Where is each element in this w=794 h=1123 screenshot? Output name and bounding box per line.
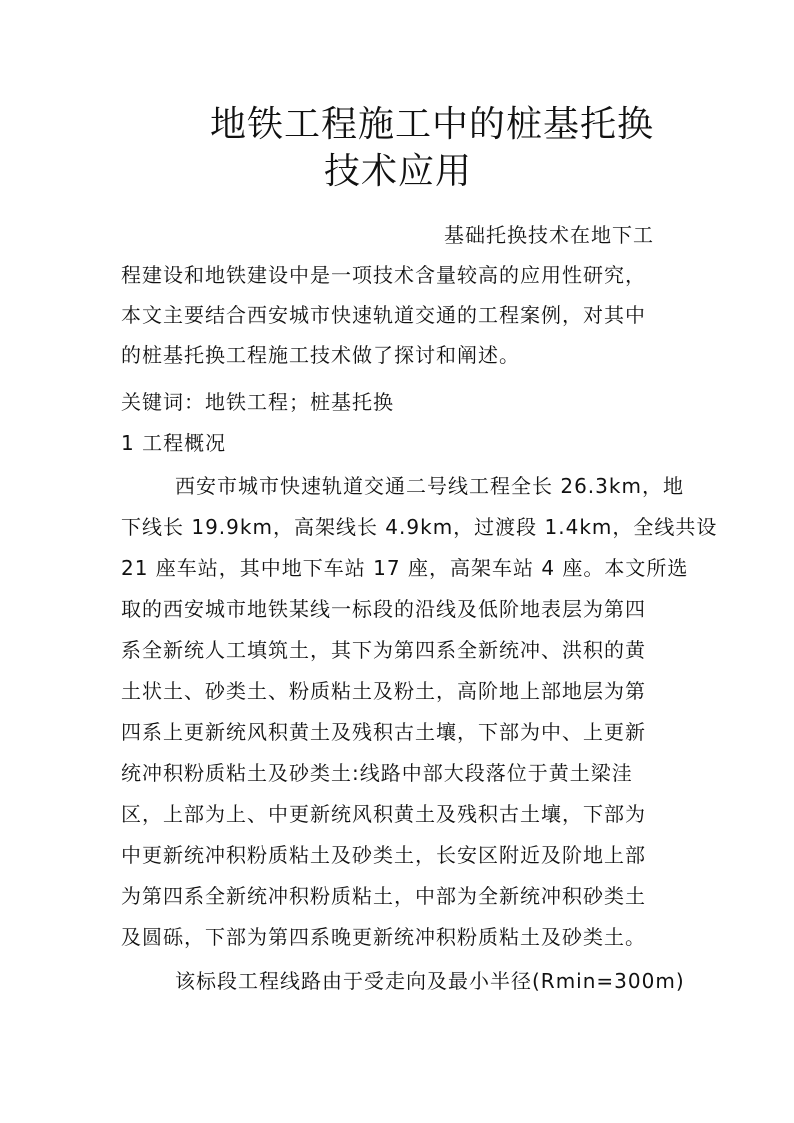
paragraph-line-7: 四系上更新统风积黄土及残积古土壤，下部为中、上更新 <box>121 720 646 744</box>
paragraph-line-4: 取的西安城市地铁某线一标段的沿线及低阶地表层为第四 <box>121 597 646 621</box>
section-heading: 1 工程概况 <box>121 431 227 455</box>
paragraph-2-line-1: 该标段工程线路由于受走向及最小半径(Rmin=300m) <box>175 969 685 993</box>
abstract-line-3: 本文主要结合西安城市快速轨道交通的工程案例，对其中 <box>121 303 646 327</box>
abstract-line-2: 程建设和地铁建设中是一项技术含量较高的应用性研究， <box>121 263 646 287</box>
paragraph-line-2: 下线长 19.9km，高架线长 4.9km，过渡段 1.4km，全线共设 <box>121 515 718 539</box>
paragraph-line-8: 统冲积粉质粘土及砂类土:线路中部大段落位于黄土梁洼 <box>121 761 633 785</box>
paragraph-line-9: 区，上部为上、中更新统风积黄土及残积古土壤，下部为 <box>121 802 646 826</box>
document-title-line-2: 技术应用 <box>324 151 473 192</box>
paragraph-line-11: 为第四系全新统冲积粉质粘土，中部为全新统冲积砂类土 <box>121 884 646 908</box>
paragraph-line-5: 系全新统人工填筑土，其下为第四系全新统冲、洪积的黄 <box>121 638 646 662</box>
abstract-line-4: 的桩基托换工程施工技术做了探讨和阐述。 <box>121 343 520 367</box>
paragraph-line-10: 中更新统冲积粉质粘土及砂类土，长安区附近及阶地上部 <box>121 843 646 867</box>
keywords-line: 关键词：地铁工程；桩基托换 <box>121 390 394 414</box>
paragraph-line-6: 土状土、砂类土、粉质粘土及粉土，高阶地上部地层为第 <box>121 679 646 703</box>
document-title-line-1: 地铁工程施工中的桩基托换 <box>210 104 655 145</box>
abstract-line-1: 基础托换技术在地下工 <box>444 223 654 247</box>
paragraph-line-1: 西安市城市快速轨道交通二号线工程全长 26.3km，地 <box>175 474 684 498</box>
paragraph-line-12: 及圆砾，下部为第四系晚更新统冲积粉质粘土及砂类土。 <box>121 925 646 949</box>
paragraph-line-3: 21 座车站，其中地下车站 17 座，高架车站 4 座。本文所选 <box>121 556 689 580</box>
